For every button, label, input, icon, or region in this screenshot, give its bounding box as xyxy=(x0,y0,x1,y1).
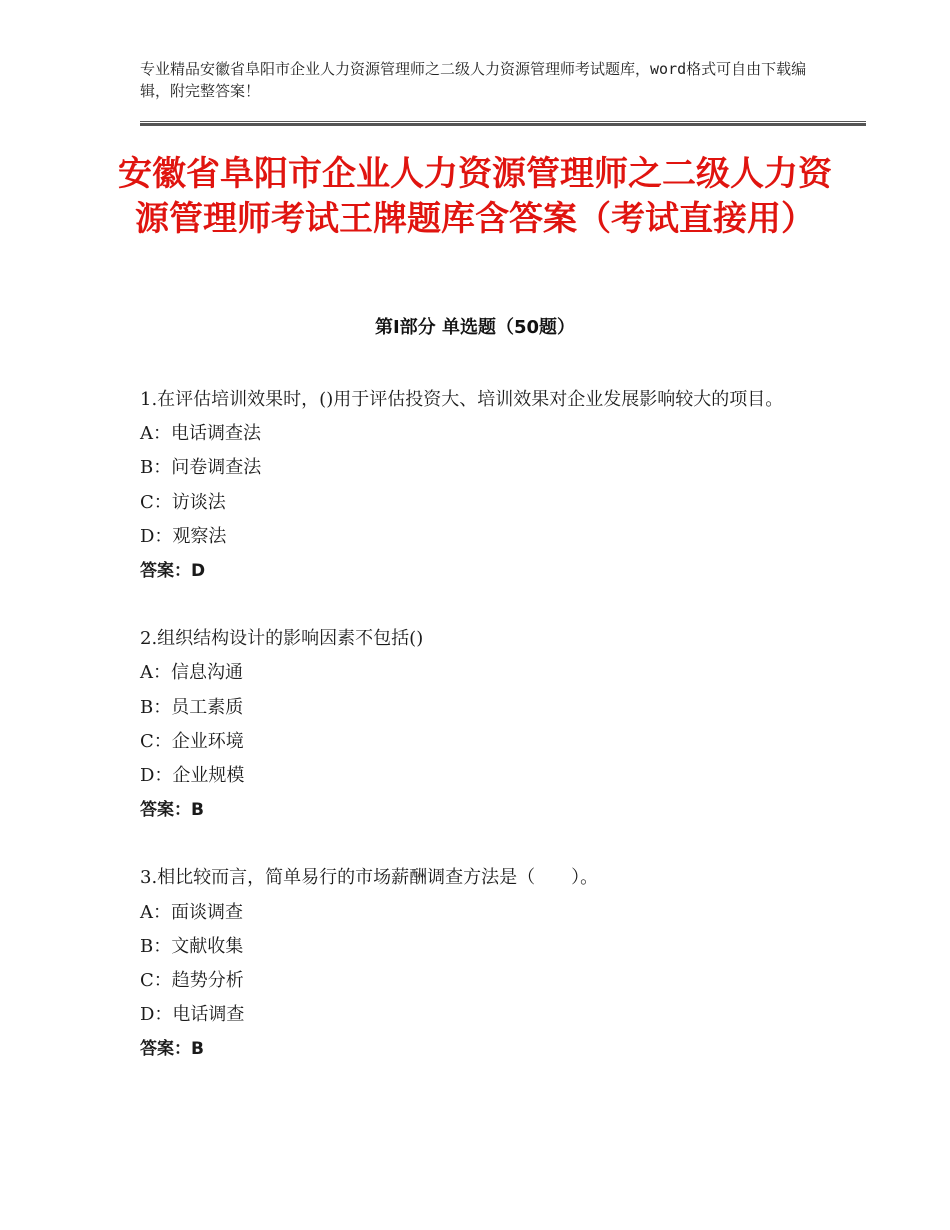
section-title: 第Ⅰ部分 单选题（50题） xyxy=(374,317,575,338)
option-c: C：趋势分析 xyxy=(140,970,244,992)
option-a: A：面谈调查 xyxy=(140,901,243,923)
document-title: 安徽省阜阳市企业人力资源管理师之二级人力资源管理师考试王牌题库含答案（考试直接用） xyxy=(118,154,832,239)
option-d: D：观察法 xyxy=(140,525,227,547)
question-1 xyxy=(140,383,820,588)
answer-line: 答案：B xyxy=(140,1039,204,1060)
option-b: B：问卷调查法 xyxy=(140,457,262,479)
answer-line: 答案：B xyxy=(140,800,204,821)
option-c: C：企业环境 xyxy=(140,730,244,752)
option-b: B：员工素质 xyxy=(140,696,244,718)
header-divider xyxy=(140,121,866,126)
question-3 xyxy=(140,861,820,1066)
option-c: C：访谈法 xyxy=(140,491,226,513)
option-d: D：企业规模 xyxy=(140,765,245,787)
option-a: A：信息沟通 xyxy=(140,662,243,684)
question-stem: 3.相比较而言，简单易行的市场薪酬调查方法是（ ）。 xyxy=(140,867,599,889)
option-b: B：文献收集 xyxy=(140,935,244,957)
header-note: 专业精品安徽省阜阳市企业人力资源管理师之二级人力资源管理师考试题库，word格式可自由下载编辑，附完整答案！ xyxy=(140,60,807,100)
question-stem: 1.在评估培训效果时，()用于评估投资大、培训效果对企业发展影响较大的项目。 xyxy=(140,389,784,410)
answer-line: 答案：D xyxy=(140,561,206,582)
question-stem: 2.组织结构设计的影响因素不包括() xyxy=(140,628,424,650)
option-a: A：电话调查法 xyxy=(140,423,261,445)
option-d: D：电话调查 xyxy=(140,1004,245,1026)
question-list xyxy=(140,383,820,1101)
question-2 xyxy=(140,622,820,827)
